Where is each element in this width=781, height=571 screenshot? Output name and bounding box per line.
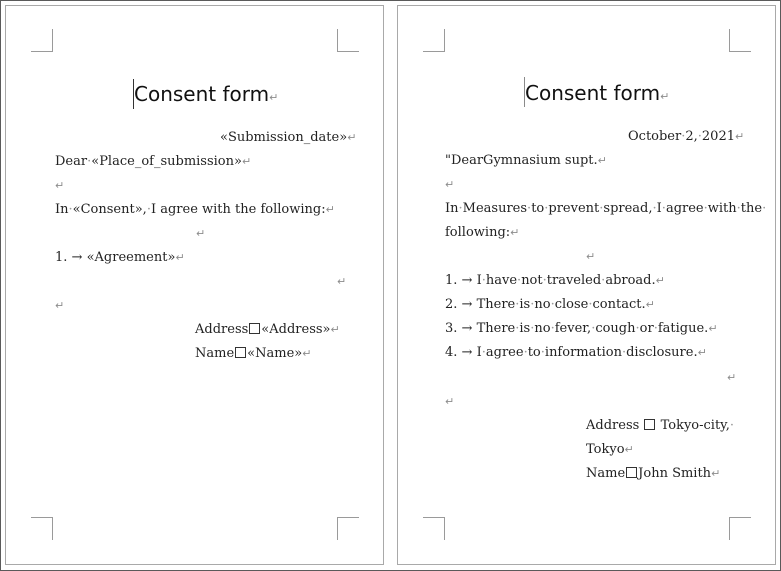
paragraph-mark: ↵ (697, 346, 707, 359)
paragraph-mark: ↵ (175, 251, 185, 264)
paragraph-mark: ↵ (510, 226, 520, 239)
arrow-icon: → (461, 321, 473, 336)
dotted-words: In·Measures·to·prevent·spread,·I·agree·with·the (445, 201, 763, 216)
page-title: Consent form↵ (525, 81, 670, 105)
submission-date-field[interactable]: «Submission_date»↵ (220, 130, 357, 145)
name-field: «Name» (247, 346, 303, 361)
box-icon (249, 323, 260, 334)
consent-field: «Consent», (72, 202, 147, 217)
empty-paragraph (445, 394, 454, 410)
paragraph-mark: ↵ (445, 395, 455, 408)
box-icon (235, 347, 246, 358)
template-page[interactable] (5, 5, 384, 565)
name-line[interactable]: Name «Name»↵ (195, 346, 312, 361)
consent-line: In·Measures·to·prevent·spread,·I·agree·with·the· (445, 201, 767, 216)
corner-mark-top-left (423, 29, 445, 52)
paragraph-mark: ↵ (241, 155, 252, 168)
empty-paragraph (445, 177, 454, 193)
paragraph-mark: ↵ (586, 250, 596, 263)
paragraph-mark: ↵ (269, 91, 279, 104)
paragraph-mark: ↵ (727, 371, 737, 384)
list-item: 1. → I·have·not·traveled·abroad.↵ (445, 273, 665, 288)
paragraph-mark: ↵ (347, 131, 357, 144)
arrow-icon: → (71, 250, 83, 265)
paragraph-mark: ↵ (597, 154, 607, 167)
corner-mark-bottom-left (31, 517, 53, 540)
item-text: There·is·no·close·contact. (476, 297, 646, 312)
merged-page[interactable] (397, 5, 776, 565)
list-item: 3. → There·is·no·fever,·cough·or·fatigue.↵ (445, 321, 718, 336)
empty-paragraph (55, 178, 64, 194)
consent-line[interactable]: In·«Consent»,·I agree with the following:↵ (55, 202, 335, 217)
item-text: I·agree·to·information·disclosure. (476, 345, 698, 360)
list-item[interactable]: 1. → «Agreement»↵ (55, 250, 185, 265)
salutation-line: "DearGymnasium supt.↵ (445, 153, 607, 168)
corner-mark-bottom-right (337, 517, 359, 540)
paragraph-mark: ↵ (711, 467, 721, 480)
box-icon (644, 419, 655, 430)
address-line[interactable]: Address «Address»↵ (195, 322, 340, 337)
paragraph-mark: ↵ (645, 298, 655, 311)
paragraph-mark: ↵ (624, 443, 634, 456)
paragraph-mark: ↵ (55, 299, 65, 312)
item-text: I·have·not·traveled·abroad. (476, 273, 656, 288)
paragraph-mark: ↵ (325, 203, 335, 216)
corner-mark-bottom-right (729, 517, 751, 540)
empty-paragraph (196, 226, 205, 242)
paragraph-mark: ↵ (660, 90, 670, 103)
address-line: Address Tokyo-city,· (586, 418, 735, 433)
address-field: «Address» (261, 322, 331, 337)
paragraph-mark: ↵ (735, 130, 745, 143)
box-icon (626, 467, 637, 478)
agreement-field: «Agreement» (86, 250, 176, 265)
address-line-continued: Tokyo↵ (586, 442, 634, 457)
empty-paragraph (586, 249, 595, 265)
paragraph-mark: ↵ (302, 347, 312, 360)
empty-paragraph (727, 370, 736, 386)
paragraph-mark: ↵ (445, 178, 455, 191)
arrow-icon: → (461, 297, 473, 312)
list-item: 4. → I·agree·to·information·disclosure.↵ (445, 345, 707, 360)
paragraph-mark: ↵ (337, 275, 347, 288)
consent-line-continued: following:↵ (445, 225, 520, 240)
corner-mark-bottom-left (423, 517, 445, 540)
empty-paragraph (55, 298, 64, 314)
empty-paragraph (337, 274, 346, 290)
paragraph-mark: ↵ (708, 322, 718, 335)
arrow-icon: → (461, 273, 473, 288)
paragraph-mark: ↵ (655, 274, 665, 287)
list-item: 2. → There·is·no·close·contact.↵ (445, 297, 655, 312)
corner-mark-top-left (31, 29, 53, 52)
name-line: Name John Smith↵ (586, 466, 721, 481)
salutation-line[interactable]: Dear·«Place_of_submission»↵ (55, 154, 252, 169)
corner-mark-top-right (729, 29, 751, 52)
paragraph-mark: ↵ (330, 323, 340, 336)
submission-date: October·2,·2021↵ (628, 129, 745, 144)
place-of-submission-field: «Place_of_submission» (91, 154, 242, 169)
item-text: There·is·no·fever,·cough·or·fatigue. (476, 321, 709, 336)
page-title: Consent form↵ (134, 82, 279, 106)
corner-mark-top-right (337, 29, 359, 52)
paragraph-mark: ↵ (196, 227, 206, 240)
paragraph-mark: ↵ (55, 179, 65, 192)
arrow-icon: → (461, 345, 473, 360)
